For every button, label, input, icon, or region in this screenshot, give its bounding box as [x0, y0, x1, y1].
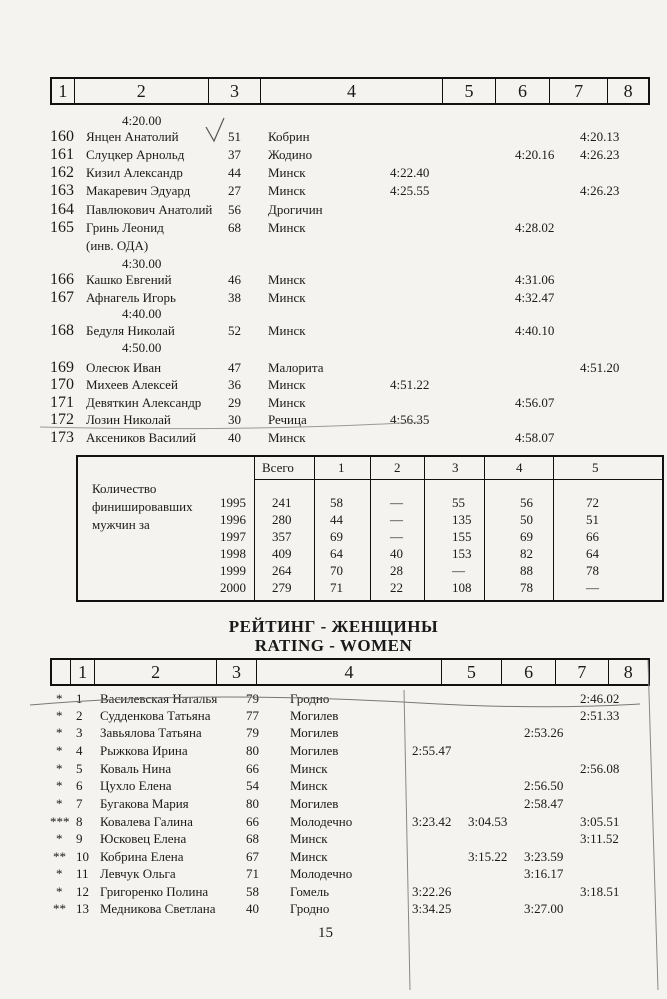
finishers-summary-table: Количество финишировавших мужчин за Всего 1 2 3 4 5 1995 241 58 — 55 56 72 1996 280 44 — 135 50 51 1997 357 69 — 155 69 66 1998 409 64 40 153 82 64 1999 264 70 28 — 88 78 2000 279 71 22 108 78 — — [76, 455, 664, 602]
header-cell: 6 — [502, 660, 556, 684]
table-row: *** 8 Ковалева Галина 66 Молодечно 3:23.42 3:04.53 3:05.51 — [50, 814, 620, 829]
table-row: 171 Девяткин Александр 29 Минск 4:56.07 — [50, 394, 555, 411]
table-row: 167 Афнагель Игорь 38 Минск 4:32.47 — [50, 289, 555, 306]
table-row: 163 Макаревич Эдуард 27 Минск 4:25.55 4:26.23 — [50, 182, 620, 199]
table-row: * 2 Судденкова Татьяна 77 Могилев 2:51.33 — [56, 708, 620, 723]
table-row: 169 Олесюк Иван 47 Малорита 4:51.20 — [50, 359, 620, 376]
header-cell: 7 — [556, 660, 608, 684]
section-title-en: RATING - WOMEN — [254, 636, 413, 655]
column-header: 1 — [338, 460, 345, 475]
header-cell: 1 — [52, 79, 75, 103]
table-row: * 3 Завьялова Татьяна 79 Могилев 2:53.26 — [56, 725, 564, 740]
table-row: 170 Михеев Алексей 36 Минск 4:51.22 — [50, 376, 430, 393]
header-cell: 8 — [623, 662, 633, 682]
table-row: 173 Аксеников Василий 40 Минск 4:58.07 — [50, 429, 555, 446]
table-row: 164 Павлюкович Анатолий 56 Дрогичин — [50, 201, 323, 218]
header-cell: 2 — [95, 660, 216, 684]
table-row: * 12 Григоренко Полина 58 Гомель 3:22.26 3:18.51 — [56, 884, 620, 899]
table-row: 168 Бедуля Николай 52 Минск 4:40.10 — [50, 322, 555, 339]
table-row: * 7 Бугакова Мария 80 Могилев 2:58.47 — [56, 796, 564, 811]
table-row: * 5 Коваль Нина 66 Минск 2:56.08 — [56, 761, 620, 776]
time-group-heading: 4:30.00 — [122, 256, 162, 271]
column-header: 2 — [394, 460, 401, 475]
table-row: * 1 Василевская Наталья 79 Гродно 2:46.02 — [56, 691, 620, 706]
table-row: 172 Лозин Николай 30 Речица 4:56.35 — [50, 411, 430, 428]
column-header: 5 — [592, 460, 599, 475]
header-cell: 1 — [71, 660, 96, 684]
header-cell: 3 — [209, 79, 262, 103]
time-group-heading: 4:20.00 — [122, 113, 162, 128]
finishers-label: мужчин за — [92, 517, 150, 532]
table-row: 166 Кашко Евгений 46 Минск 4:31.06 — [50, 271, 555, 288]
table-row: * 9 Юсковец Елена 68 Минск 3:11.52 — [56, 831, 619, 846]
column-header: 3 — [452, 460, 459, 475]
page-number: 15 — [318, 925, 333, 941]
header-cell: 4 — [257, 660, 442, 684]
header-cell: 6 — [496, 79, 550, 103]
column-header: 4 — [516, 460, 523, 475]
finishers-label: финишировавших — [92, 499, 193, 514]
table-row: 161 Слуцкер Арнольд 37 Жодино 4:20.16 4:26.23 — [50, 146, 620, 163]
header-cell: 8 — [623, 81, 633, 101]
table-row: ** 13 Медникова Светлана 40 Гродно 3:34.25 3:27.00 — [53, 901, 564, 916]
header-cell: 3 — [217, 660, 257, 684]
table-row: * 6 Цухло Елена 54 Минск 2:56.50 — [56, 778, 564, 793]
table-row: * 11 Левчук Ольга 71 Молодечно 3:16.17 — [56, 866, 564, 881]
header-cell: 4 — [261, 79, 442, 103]
row-note: (инв. ОДА) — [86, 238, 149, 253]
header-cell: 2 — [75, 79, 209, 103]
table-row: 165 Гринь Леонид 68 Минск 4:28.02 — [50, 219, 555, 236]
table-row: 160 Янцен Анатолий 51 Кобрин 4:20.13 — [50, 128, 620, 145]
table-row: 162 Кизил Александр 44 Минск 4:22.40 — [50, 164, 430, 181]
table-row: * 4 Рыжкова Ирина 80 Могилев 2:55.47 — [56, 743, 452, 758]
header-cell: 5 — [443, 79, 497, 103]
time-group-heading: 4:40.00 — [122, 306, 162, 321]
section-title-ru: РЕЙТИНГ - ЖЕНЩИНЫ — [228, 617, 439, 636]
header-cell: 5 — [442, 660, 502, 684]
header-cell: 7 — [550, 79, 609, 103]
time-group-heading: 4:50.00 — [122, 340, 162, 355]
column-header: Всего — [262, 460, 294, 475]
table-row: ** 10 Кобрина Елена 67 Минск 3:15.22 3:23.59 — [53, 849, 564, 864]
finishers-label: Количество — [92, 481, 157, 496]
